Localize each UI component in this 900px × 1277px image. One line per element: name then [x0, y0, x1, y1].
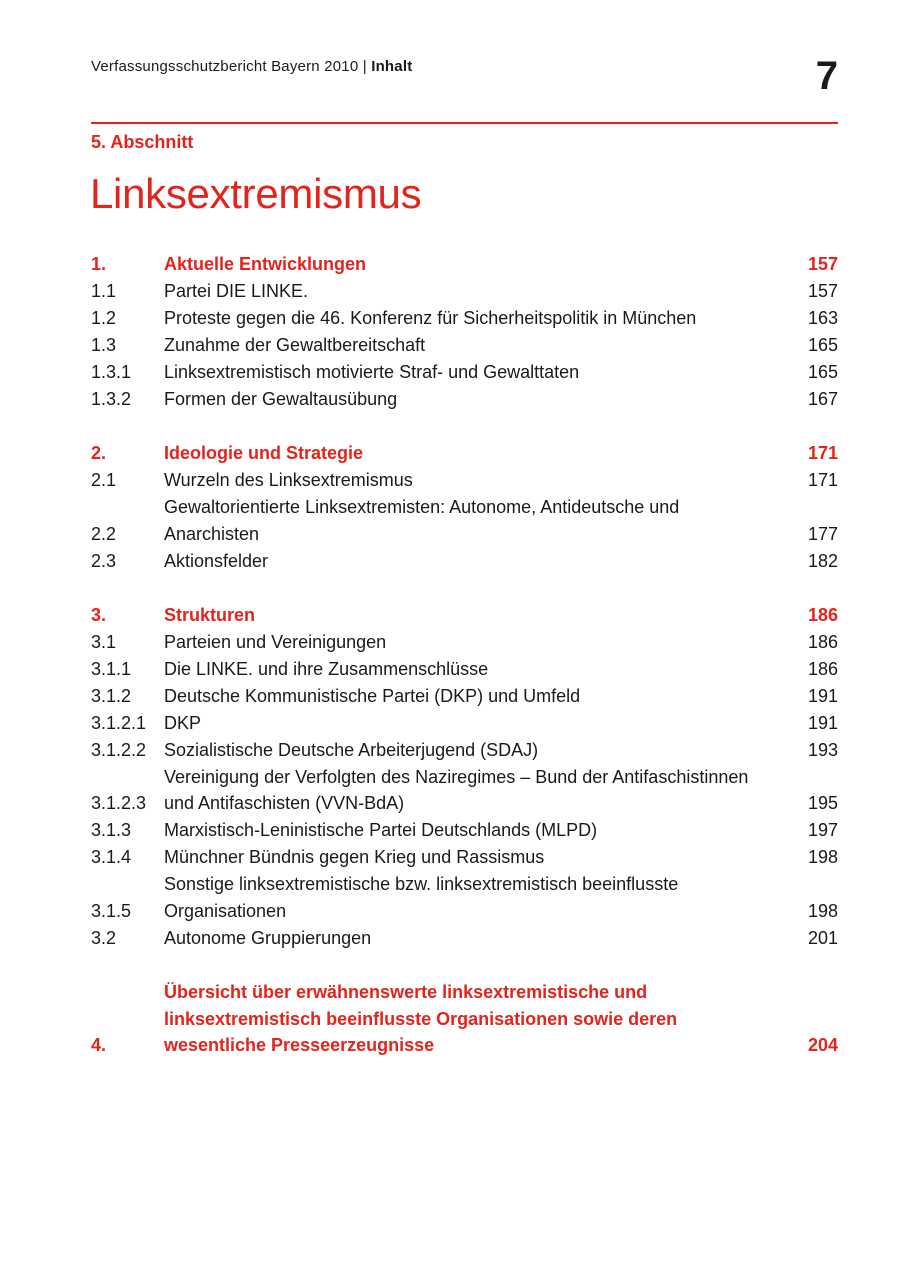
header-section: Inhalt [371, 58, 413, 75]
toc-page: 198 [807, 847, 838, 868]
toc-title: Zunahme der Gewaltbereitschaft [164, 335, 426, 356]
toc-page: 177 [807, 523, 838, 544]
toc-title: Deutsche Kommunistische Partei (DKP) und Umfeld [164, 685, 581, 706]
toc-entry[interactable] [91, 764, 838, 818]
toc-number: 3.1.5 [91, 900, 132, 921]
toc-page: 201 [807, 927, 838, 948]
toc-page: 165 [807, 335, 838, 355]
toc-number: 1. [91, 254, 107, 274]
table-of-contents [91, 251, 838, 1086]
toc-title: Linksextremistisch motivierte Straf- und Gewalttaten [164, 362, 580, 383]
toc-number: 3.1.2 [91, 685, 132, 706]
toc-number: 1.1 [91, 281, 117, 301]
toc-chapter-heading[interactable] [91, 440, 838, 467]
toc-entry[interactable] [91, 925, 838, 952]
running-header [91, 58, 838, 75]
toc-page: 193 [807, 739, 838, 760]
toc-number: 3.1.4 [91, 847, 132, 868]
toc-title: Sonstige linksextremistische bzw. linksextremistisch beeinflusste Organisationen [164, 874, 679, 921]
toc-chapter [91, 251, 838, 413]
toc-title: Vereinigung der Verfolgten des Naziregimes – Bund der Antifaschistinnen und Antifaschisten (VVN-BdA) [164, 766, 749, 814]
toc-title: Münchner Bündnis gegen Krieg und Rassismus [164, 847, 545, 868]
toc-number: 1.3.2 [91, 389, 132, 409]
toc-page: 191 [807, 685, 838, 706]
toc-number: 1.3.1 [91, 362, 132, 382]
toc-entry[interactable] [91, 629, 838, 656]
toc-page: 163 [807, 308, 838, 328]
toc-page: 186 [807, 631, 838, 652]
toc-title: Autonome Gruppierungen [164, 927, 372, 948]
toc-number: 1.2 [91, 308, 117, 328]
toc-title: Strukturen [164, 604, 256, 625]
toc-page: 157 [807, 254, 838, 274]
toc-title: Marxistisch-Leninistische Partei Deutschlands (MLPD) [164, 820, 598, 841]
toc-number: 2.1 [91, 470, 117, 490]
toc-entry[interactable] [91, 710, 838, 737]
toc-entry[interactable] [91, 332, 838, 359]
toc-page: 182 [807, 550, 838, 571]
toc-entry[interactable] [91, 467, 838, 494]
toc-page: 171 [807, 443, 838, 463]
toc-number: 3.1.2.1 [91, 712, 147, 733]
toc-number: 3.1.2.2 [91, 739, 147, 760]
toc-page: 186 [807, 658, 838, 679]
toc-page: 197 [807, 820, 838, 841]
toc-page: 165 [807, 362, 838, 382]
toc-title: DKP [164, 712, 202, 733]
toc-title: Partei DIE LINKE. [164, 281, 309, 302]
toc-title: Ideologie und Strategie [164, 443, 364, 464]
toc-chapter-heading[interactable] [91, 251, 838, 278]
section-title: Linksextremismus [90, 170, 422, 217]
toc-number: 2.3 [91, 550, 117, 571]
toc-page: 191 [807, 712, 838, 733]
toc-chapter [91, 440, 838, 575]
toc-entry[interactable] [91, 278, 838, 305]
toc-title: Parteien und Vereinigungen [164, 631, 387, 652]
toc-number: 3.1.1 [91, 658, 132, 679]
toc-page: 204 [807, 1035, 838, 1056]
toc-number: 4. [91, 1035, 107, 1056]
toc-number: 3.1.2.3 [91, 793, 147, 814]
toc-number: 3.1.3 [91, 820, 132, 841]
toc-title: Gewaltorientierte Linksextremisten: Autonome, Antideutsche und Anarchisten [164, 497, 680, 544]
toc-entry[interactable] [91, 359, 838, 386]
toc-entry[interactable] [91, 844, 838, 871]
header-divider [91, 122, 838, 124]
toc-page: 171 [807, 470, 838, 490]
toc-entry[interactable] [91, 386, 838, 413]
toc-title: Aktionsfelder [164, 550, 269, 571]
page-number: 7 [815, 54, 838, 98]
toc-title: Wurzeln des Linksextremismus [164, 470, 413, 491]
toc-chapter [91, 602, 838, 952]
header-text: Verfassungsschutzbericht Bayern 2010 | [91, 58, 372, 75]
toc-page: 195 [807, 793, 838, 814]
toc-number: 1.3 [91, 335, 117, 355]
toc-chapter [91, 979, 838, 1059]
toc-number: 2. [91, 443, 107, 463]
toc-entry[interactable] [91, 494, 838, 548]
toc-number: 3.1 [91, 631, 117, 652]
toc-title: Proteste gegen die 46. Konferenz für Sicherheitspolitik in München [164, 308, 697, 329]
toc-entry[interactable] [91, 871, 838, 925]
toc-chapter-heading[interactable] [91, 602, 838, 629]
toc-page: 157 [807, 281, 838, 301]
toc-title: Die LINKE. und ihre Zusammenschlüsse [164, 658, 489, 679]
toc-page: 186 [807, 604, 838, 625]
toc-title: Formen der Gewaltausübung [164, 389, 398, 410]
toc-entry[interactable] [91, 656, 838, 683]
toc-title: Sozialistische Deutsche Arbeiterjugend (SDAJ) [164, 739, 539, 760]
toc-entry[interactable] [91, 817, 838, 844]
toc-page: 167 [807, 389, 838, 409]
toc-number: 3. [91, 604, 107, 625]
toc-title: Übersicht über erwähnenswerte linksextremistische und linksextremistisch beeinflusste Organisationen sowie deren wesentliche Presseerzeugnisse [164, 981, 678, 1056]
toc-number: 3.2 [91, 927, 117, 948]
toc-entry[interactable] [91, 683, 838, 710]
toc-entry[interactable] [91, 737, 838, 764]
section-label: 5. Abschnitt [91, 132, 194, 152]
toc-entry[interactable] [91, 548, 838, 575]
toc-number: 2.2 [91, 523, 117, 544]
toc-entry[interactable] [91, 305, 838, 332]
toc-title: Aktuelle Entwicklungen [164, 254, 367, 275]
toc-chapter-heading[interactable] [91, 979, 838, 1059]
toc-page: 198 [807, 900, 838, 921]
